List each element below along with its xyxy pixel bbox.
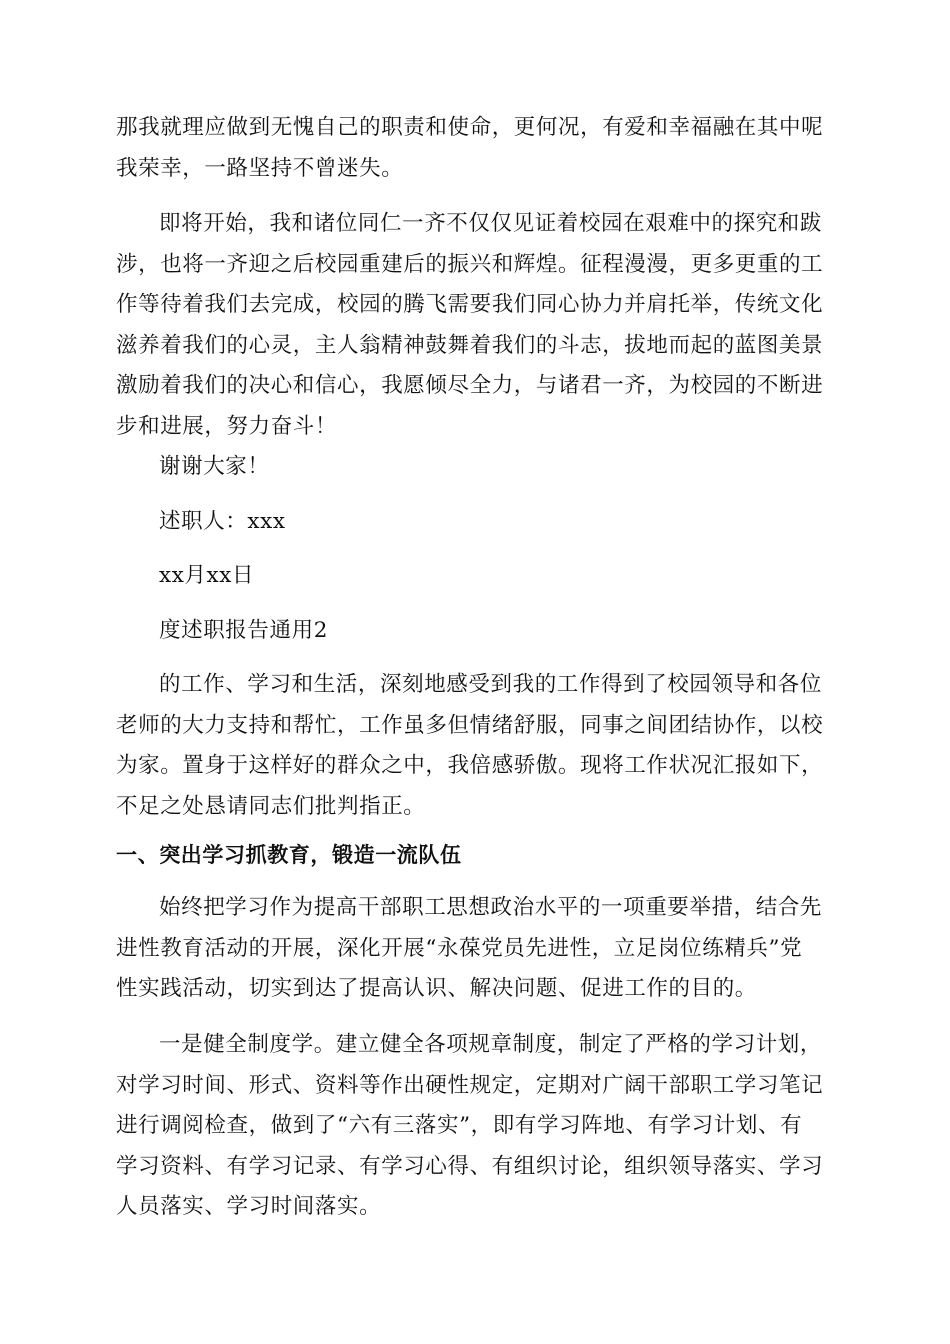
paragraph-2 bbox=[116, 204, 836, 447]
paragraph-study bbox=[116, 888, 836, 1010]
text-line: 进性教育活动的开展，深化开展“永葆党员先进性，立足岗位练精兵”党 bbox=[116, 935, 803, 961]
text-line: 性实践活动，切实到达了提高认识、解决问题、促进工作的目的。 bbox=[116, 976, 757, 1001]
paragraph-intro bbox=[116, 665, 836, 827]
text-line: 不足之处恳请同志们批判指正。 bbox=[116, 793, 426, 819]
text-line: 涉，也将一齐迎之后校园重建后的振兴和辉煌。征程漫漫，更多更重的工 bbox=[116, 251, 824, 277]
text-line: 老师的大力支持和帮忙，工作虽多但情绪舒服，同事之间团结协作，以校 bbox=[116, 712, 824, 738]
section-title bbox=[116, 611, 836, 652]
text-line: 学习资料、有学习记录、有学习心得、有组织讨论，组织领导落实、学习 bbox=[116, 1153, 824, 1179]
text-line: 即将开始，我和诸位同仁一齐不仅仅见证着校园在艰难中的探究和跋 bbox=[159, 211, 823, 236]
text-line: 人员落实、学习时间落实。 bbox=[116, 1194, 382, 1219]
closing-thanks bbox=[116, 447, 836, 488]
text-line: 始终把学习作为提高干部职工思想政治水平的一项重要举措，结合先 bbox=[159, 895, 823, 920]
text-line: 我荣幸，一路坚持不曾迷失。 bbox=[116, 155, 404, 181]
text-line: 一是健全制度学。建立健全各项规章制度，制定了严格的学习计划， bbox=[159, 1032, 823, 1057]
report-date bbox=[116, 556, 836, 597]
text-line: 的工作、学习和生活，深刻地感受到我的工作得到了校园领导和各位 bbox=[159, 672, 823, 697]
text-line: 那我就理应做到无愧自己的职责和使命，更何况，有爱和幸福融在其中呢 bbox=[116, 115, 824, 140]
text-line: 作等待着我们去完成，校园的腾飞需要我们同心协力并肩托举，传统文化 bbox=[116, 292, 824, 317]
text-line: 为家。置身于这样好的群众之中，我倍感骄傲。现将工作状况汇报如下， bbox=[116, 753, 824, 778]
text-line: 一、突出学习抓教育，锻造一流队伍 bbox=[116, 843, 462, 867]
text-line: 进行调阅检查，做到了“六有三落实”，即有学习阵地、有学习计划、有 bbox=[116, 1113, 803, 1138]
text-line: 谢谢大家！ bbox=[159, 454, 270, 479]
text-line: 激励着我们的决心和信心，我愿倾尽全力，与诸君一齐，为校园的不断进 bbox=[116, 373, 824, 398]
text-line: 步和进展，努力奋斗！ bbox=[116, 413, 338, 439]
text-line: xx月xx日 bbox=[159, 563, 255, 588]
paragraph-1 bbox=[116, 108, 836, 189]
text-line: 述职人：xxx bbox=[159, 509, 286, 534]
heading-1 bbox=[116, 835, 836, 876]
text-line: 对学习时间、形式、资料等作出硬性规定，定期对广阔干部职工学习笔记 bbox=[116, 1072, 824, 1098]
reporter-signature bbox=[116, 502, 836, 543]
text-line: 滋养着我们的心灵，主人翁精神鼓舞着我们的斗志，拔地而起的蓝图美景 bbox=[116, 332, 824, 358]
paragraph-system bbox=[116, 1025, 836, 1228]
text-line: 度述职报告通用2 bbox=[159, 618, 328, 643]
